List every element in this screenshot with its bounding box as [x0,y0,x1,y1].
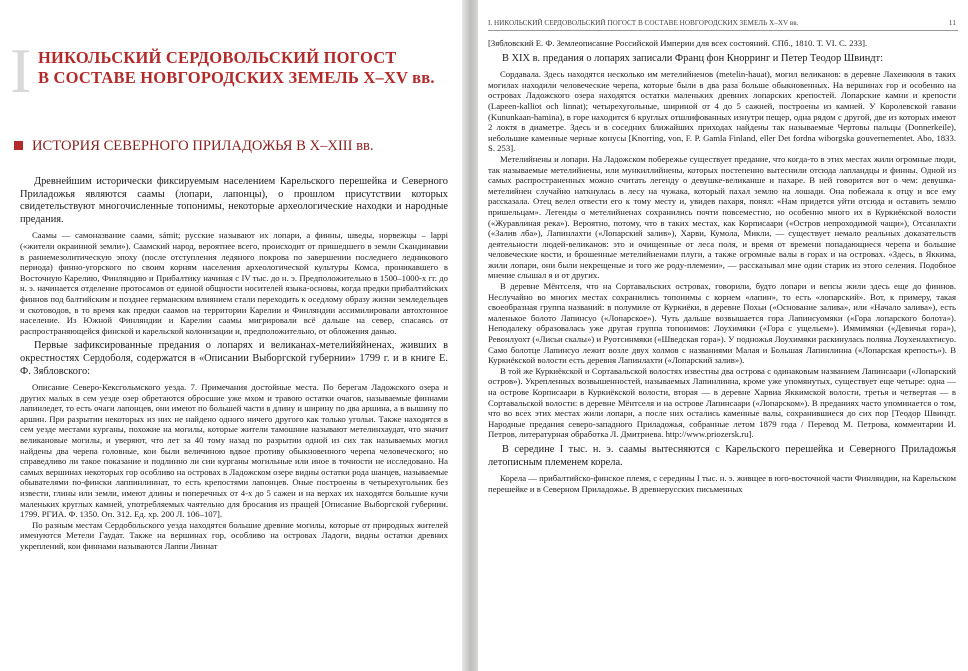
chapter-number: I [10,35,32,106]
quote-paragraph: Сордавала. Здесь находятся несколько им метелийненов (metelin-hauat), могил великанов: в деревне Лахенкюля в таких могилах находили человеческие черепа, которые были в два раза больше обыкновенных. На вершинах гор и особенно на островах Ладожского озера находятся остатки маленьких древних лопарских крепостей. Лопарские камни и крепости (Lapeen-kalliot och linnat); четырехугольные, шириной от 4 до 5 сажней, построены из камней. У Королевской гавани (Kununkaan-hamina), в горе находится 6 круглых отшлифованных изнутри пещер, одна рядом с другой, две из которых имеют 2 локтя в диаметре. Здесь и в соседних ближайших приходах найдены так называемые Чертовы пальцы (Donnerkeile), небольшие каменные черные конусы [Knorring, von, F. P. Gamla Finland, eller Det fordna wiborgska gouvernementet. Abo, 1833. S. 253]. [488,69,956,154]
section-title: ИСТОРИЯ СЕВЕРНОГО ПРИЛАДОЖЬЯ В X–XIII вв. [32,138,374,154]
note-paragraph: Корела — прибалтийско-финское племя, с середины I тыс. н. э. живщее в юго-восточной части Финляндии, на Карельском перешейке и в Северном Приладожье. В древнерусских письменных [488,473,956,494]
quote-paragraph: Описание Северо-Кексгольмского уезда. 7. Примечания достойные места. По берегам Ладожского озера и других малых в сем уезде озер обретаются обросшие уже мхом и травою остатки очагов, называемые финнами лапинледет, то есть очаги лапонцев, они имеют по большей части в длину и ширину по два аршина, а в вышину по аршин. При разрытии некоторых из них не найдено одного ничего другого как только угольи. Также находятся в сем уезде местами курганы, похожие на могилы, которые жители тамошние называют метелинхаудат, что значит великановые могилы, и уверяют, что лет за 40 тому назад по разрытии одной из сих так называемых могил найдены два черепа головные, кои были величиною вдвое противу обыкновенного черепа человеческого; но справедливо ли такое показание и подлинно ли сии курганы могильные или иное в точности не исследовано. На самых вершинах некоторых гор особливо на островах в Ладожском озере видны остатки рода шанцев, называемые обывателями по-фински лаппинлиннат, то есть крепостями лапонцев. Оные построены в четырехугольник без извести, глины или земли, имеют длины и поперечных от 4-х до 5 сажен и на верхах их находятся большие кучи маленьких круглых камней, употребляемых чаятельно для бросания из пращей [Описание Выборгской губернии. 1799. РГИА. Ф. 1350. Оп. 312. Ед. хр. 200 Л. 106–107]. [20,382,448,520]
quote-paragraph: По разным местам Сердобольского уезда находятся большие древние могилы, которые от природных жителей именуются Метели Гаудат. Также на вершинах гор, особливо на островах Ладоги, видны остатки древних укреплений, кои финнами называются Лаппи Линнат [20,519,448,551]
left-body-text [20,176,448,552]
paragraph: Первые зафиксированные предания о лопарях и великанах-метелийяйненах, живших в окрестностях Сердоболя, содержатся в «Описании Выборгской губернии» 1799 г. и в книге Е. Ф. Зябловского: [20,340,448,377]
section-heading [14,137,454,155]
book-gutter [462,0,478,671]
running-header [488,18,958,31]
paragraph: В середине I тыс. н. э. саамы вытесняются с Карельского перешейка и Северного Приладожья летописным племенем корела. [488,443,956,468]
chapter-title-line-2: В СОСТАВЕ НОВГОРОДСКИХ ЗЕМЕЛЬ X–XV вв. [38,68,435,87]
section-marker-icon [14,141,23,150]
right-page [478,0,968,671]
citation-paragraph: [Зябловский Е. Ф. Землеописание Российской Империи для всех состояний. СПб., 1810. Т. VI. С. 233]. [488,38,868,48]
note-paragraph: Саамы — самоназвание саами, sámit; русские называют их лопари, а финны, шведы, норвежцы – lappi («жители окраинной земли»). Саамский народ, вероятнее всего, происходит от пришедшего в земли Скандинавии в раннемезолитическую эпоху (после отступления ледяного покрова по завершении последнего ледникового периода) финно-угорского по своим корням населения археологической культуры Комса, проникавшего в Восточную Карелию, Финляндию и Прибалтику начиная с IV тыс. до н. э. Предположительно в 1500–1000-х гг. до н. э. начинается отделение протосамов от единой общности носителей языка-основы, когда предки прибалтийских финнов под балтийским и позднее германским влиянием стали переходить к оседлому образу жизни земледельцев и скотоводов, в то время как предки саамов на территории Карелии и Финляндии ассимилировали автохтонное население. Из Южной Финляндии и Карелии саамы мигрировали всё дальше на север, спасаясь от распространяющейся финской и карельской колонизации и, предположительно, от обложения данью. [20,230,448,336]
left-page [0,0,462,671]
chapter-title [38,48,435,88]
quote-paragraph: В деревне Мёнтселя, что на Сортавальских островах, говорили, будто лопари и вепсы жили здесь еще до финнов. Неслучайно во многих местах сохранились топонимы с корнем «лапин», то есть «лопарский». Вот, к примеру, такая своеобразная группа названий: в полумиле от Куркиёки, в деревне Похьи («Основание залива», или «Начало залива»), есть маленькое болото Лапинсуо («Лопарское»). Чуть дальше возвышается гора Лапинсуомяки («Гора лопарского болота»). Неподалеку образовалась уже другая группа топонимов: Лоухимяки («Гора с ущельем»). Иммимяки («Девичья гора»), Ревонлуохт («Лисьи скалы») и Руотсинмяки («Шведская гора»). У подножья Лоухимяки раскинулась поляна Лоухенлахтисуо. Само болотце Лапинсуо лежит возле двух холмов с названиями Малая и Большая Лапинлинна («Лопарская крепость»). В Куркиёкской волости есть деревня Лапинлахти («Лопарский залив»). [488,281,956,366]
paragraph: В XIX в. предания о лопарях записали Франц фон Кнорринг и Петер Теодор Швиндт: [502,52,883,64]
running-title: I. НИКОЛЬСКИЙ СЕРДОВОЛЬСКИЙ ПОГОСТ В СОСТАВЕ НОВГОРОДСКИХ ЗЕМЕЛЬ X–XV вв. [488,19,799,27]
paragraph: Древнейшим исторически фиксируемым населением Карельского перешейка и Северного Приладожья являются саамы (лопари, лапонцы), о прошлом присутствии которых свидетельствуют многочисленные топонимы, некоторые археологические находки и народные предания. [20,176,448,225]
chapter-title-line-1: НИКОЛЬСКИЙ СЕРДОВОЛЬСКИЙ ПОГОСТ [38,48,397,67]
quote-paragraph: В той же Куркиёкской и Сортавальской волостях известны два острова с одинаковым названием Лапинсаари («Лопарский остров»). Укрепленных возвышенностей, называемых Лапинлинна, кроме уже упомянутых, существует еще четыре: одна — на острове Корписаари в Куркиёкской волости, вторая — в деревне Харвиа Яккимской волости, третья и четвертая — в Сортавальской волости: в деревне Мёнтселя и на острове Лапинсаари («Лопарском»). В преданиях часто упоминается о том, что во всех этих местах жили лопари, а после них остались каменные валы, сохранившиеся до сих пор [Теодор Швиндт. Народные предания северо-западного Приладожья, собранные летом 1879 года / Перевод М. Петрова, комментарии И. Петров, литературная обработка Л. Дмитриева. http://www.priozersk.ru]. [488,365,956,440]
quote-paragraph: Метелийнены и лопари. На Ладожском побережье существует предание, что когда-то в этих местах жили огромные люди, так называемые метелийнены, или мункиллийнены, которых постепенно вытеснили отсюда лапландцы и финны. Одной из самых распространенных можно считать легенду о девушке-великанше и пахаре. В ней говорится вот о чем: девушка-метелийнен случайно наткнулась в лесу на чужака, который пахал землю на лошади. Она побежала к отцу и все ему рассказала. Отец велел отвести его к тому месту и, увидев пахаря, понял: «Нам придется уйти отсюда и оставить землю пришельцам». Легенды о метелийненах сохранились почти повсеместно, но особенно много их в Куркиёкской волости («Журавлиная река»). Вероятно, потому, что в таких местах, как Корписаари («Остров непроходимой чащи»), Отсанлахти («Залив лба»), Лапинлахти («Лопарский залив»), Харви, Кумола, Микли, — существует немало реальных доказательств деятельности людей-великанов: это и очищенные от леса поля, и время от времени попадающиеся черепа и большие человеческие кости, и брошенные метелийненами плуги, а также огромные валы в горах и на островах. «Здесь, в Яккима, жили лопари, они были некрещеные и того же роду-племени», — рассказывал мне один старик из этого селения. Подобное мнение слышал я и от других. [488,153,956,281]
page-number: 11 [948,18,956,27]
right-body-text [488,38,956,494]
